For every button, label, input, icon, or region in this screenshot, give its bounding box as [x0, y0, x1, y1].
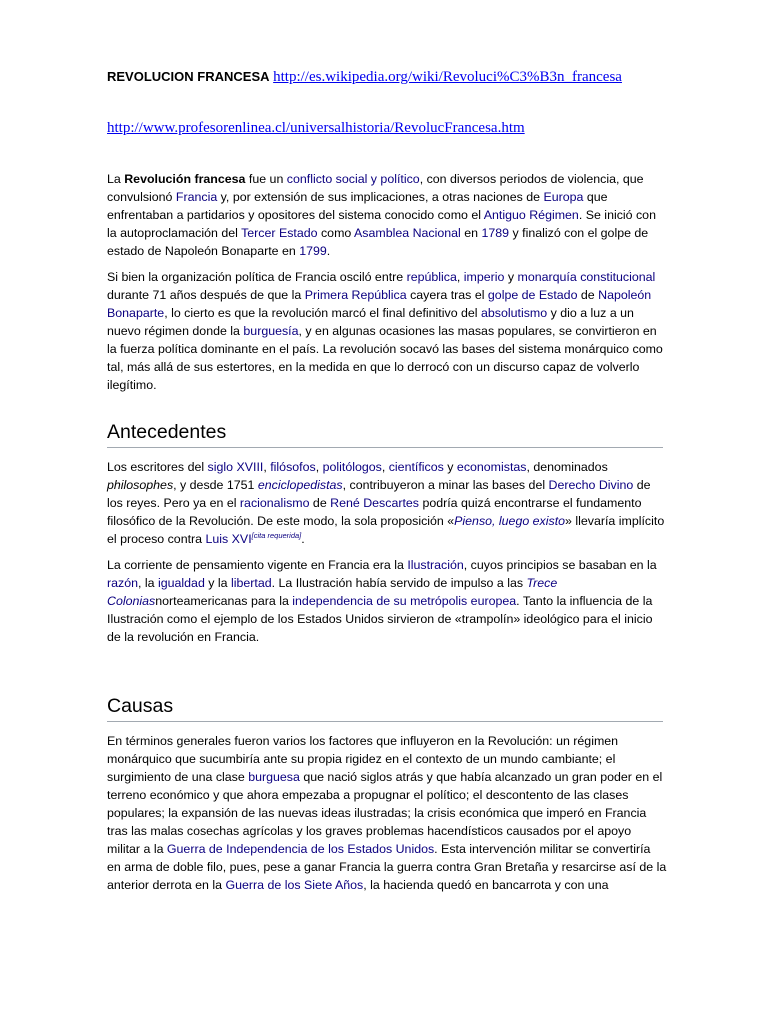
text-run: de los reyes. Pero ya en el	[107, 478, 651, 510]
inline-link[interactable]: razón	[107, 576, 138, 590]
inline-link[interactable]: igualdad	[157, 576, 205, 590]
text-run: » llevaría implícito el proceso contra	[107, 514, 665, 546]
text-run: durante 71 años después de que la	[107, 288, 305, 302]
inline-link[interactable]: enciclopedistas	[257, 478, 343, 492]
text-run: , con diversos periodos de violencia, que convulsionó	[107, 172, 644, 204]
text-run: en	[460, 226, 482, 240]
text-run: y dio a luz a un nuevo régimen donde la	[107, 306, 634, 338]
inline-link[interactable]: 1799	[299, 244, 327, 258]
inline-link[interactable]: 1789	[481, 226, 510, 240]
text-run: ,	[263, 460, 271, 474]
antecedentes-paragraph-2	[107, 556, 667, 646]
text-run: , cuyos principios se basaban en la	[463, 558, 657, 572]
inline-link[interactable]: Pienso, luego existo	[454, 514, 566, 528]
inline-link[interactable]: Francia	[175, 190, 218, 204]
inline-link[interactable]: burguesa	[248, 770, 300, 784]
wikipedia-url-link[interactable]: http://es.wikipedia.org/wiki/Revoluci%C3%B3n_francesa	[273, 69, 622, 85]
text-run: La	[107, 172, 125, 186]
inline-link[interactable]: Primera República	[304, 288, 407, 302]
inline-link[interactable]: conflicto social y político	[286, 172, 420, 186]
intro-paragraph-1	[107, 170, 667, 260]
inline-link[interactable]: Guerra de los Siete Años	[225, 878, 364, 892]
text-run: philosophes	[107, 478, 174, 492]
text-run: , y desde 1751	[173, 478, 258, 492]
text-run: fue un	[245, 172, 287, 186]
article-body	[107, 170, 667, 894]
inline-link[interactable]: libertad	[231, 576, 272, 590]
text-run: norteamericanas para la	[155, 594, 293, 608]
text-run: , y en algunas ocasiones las masas populares, se convirtieron en la fuerza política dominante en el país. La revolución socavó las bases del sistema monárquico como tal, más allá de sus estertores, en la medida en que lo derrocó con un discurso capaz de volverlo ilegítimo.	[107, 324, 663, 392]
inline-link[interactable]: [cita requerida]	[251, 530, 302, 540]
inline-link[interactable]: Europa	[543, 190, 584, 204]
inline-link[interactable]: filósofos	[270, 460, 316, 474]
bold-term: Revolución francesa	[124, 172, 246, 186]
text-run: y finalizó con el golpe de estado de Napoleón Bonaparte en	[107, 226, 649, 258]
text-run: y, por extensión de sus implicaciones, a otras naciones de	[217, 190, 544, 204]
document-title: REVOLUCION FRANCESA	[107, 69, 270, 84]
inline-link[interactable]: siglo XVIII	[207, 460, 264, 474]
text-run: ,	[381, 460, 389, 474]
inline-link[interactable]: politólogos	[322, 460, 382, 474]
antecedentes-heading: Antecedentes	[107, 419, 663, 448]
causas-heading: Causas	[107, 693, 663, 722]
text-run: , la	[138, 576, 158, 590]
text-run: . Tanto la influencia de la Ilustración como el ejemplo de los Estados Unidos sirvieron de «trampolín» ideológico para el inicio de la revolución en Francia.	[107, 594, 653, 644]
inline-link[interactable]: Ilustración	[407, 558, 464, 572]
inline-link[interactable]: imperio	[463, 270, 505, 284]
text-run: , la hacienda quedó en bancarrota y con una	[363, 878, 609, 892]
text-run: que nació siglos atrás y que había alcanzado un gran poder en el terreno económico y que ahora empezaba a propugnar el político; el descontento de las clases populares; la expansión de las nuevas ideas ilustradas; la crisis económica que imperó en Francia tras las malas cosechas agrícolas y los graves problemas hacendísticos causados por el apoyo militar a la	[107, 770, 663, 856]
text-run: , lo cierto es que la revolución marcó el final definitivo del	[164, 306, 482, 320]
inline-link[interactable]: Luis XVI	[205, 532, 252, 546]
intro-paragraph-2	[107, 268, 667, 394]
inline-link[interactable]: república	[406, 270, 457, 284]
text-run: y	[443, 460, 457, 474]
text-run: . La Ilustración había servido de impulso a las	[271, 576, 527, 590]
text-run: , contribuyeron a minar las bases del	[342, 478, 549, 492]
inline-link[interactable]: golpe de Estado	[487, 288, 578, 302]
text-run: . Esta intervención militar se convertiría en arma de doble filo, pues, pese a ganar Francia la guerra contra Gran Bretaña y resarcirse así de la anterior derrota en la	[107, 842, 667, 892]
inline-link[interactable]: burguesía	[243, 324, 299, 338]
text-run: ,	[315, 460, 323, 474]
text-run: Si bien la organización política de Francia osciló entre	[107, 270, 407, 284]
text-run: .	[326, 244, 331, 258]
inline-link[interactable]: Derecho Divino	[548, 478, 634, 492]
text-run: podría quizá encontrarse el fundamento filosófico de la Revolución. De este modo, la sola proposición «	[107, 496, 642, 528]
inline-link[interactable]: Asamblea Nacional	[354, 226, 461, 240]
inline-link[interactable]: científicos	[388, 460, 444, 474]
inline-link[interactable]: René Descartes	[330, 496, 419, 510]
text-run: La corriente de pensamiento vigente en Francia era la	[107, 558, 408, 572]
antecedentes-paragraph-1	[107, 458, 667, 548]
title-line	[107, 68, 707, 86]
text-run: y la	[204, 576, 232, 590]
inline-link[interactable]: Trece Colonias	[107, 576, 558, 608]
inline-link[interactable]: monarquía constitucional	[517, 270, 656, 284]
inline-link[interactable]: economistas	[456, 460, 527, 474]
text-run: .	[301, 532, 305, 546]
text-run: de	[577, 288, 599, 302]
inline-link[interactable]: absolutismo	[481, 306, 548, 320]
text-run: que enfrentaban a partidarios y opositores del sistema conocido como el	[107, 190, 608, 222]
profesorenlinea-url-link[interactable]: http://www.profesorenlinea.cl/universalhistoria/RevolucFrancesa.htm	[107, 120, 525, 136]
text-run: cayera tras el	[406, 288, 488, 302]
inline-link[interactable]: independencia de su metrópolis europea	[292, 594, 517, 608]
text-run: ,	[456, 270, 464, 284]
text-run: , denominados	[526, 460, 608, 474]
causas-paragraph-1	[107, 732, 667, 894]
inline-link[interactable]: Napoleón Bonaparte	[107, 288, 652, 320]
text-run: como	[317, 226, 355, 240]
text-run: . Se inició con la autoproclamación del	[107, 208, 656, 240]
text-run: y	[504, 270, 518, 284]
inline-link[interactable]: Antiguo Régimen	[483, 208, 579, 222]
profesor-url-line	[107, 119, 525, 137]
text-run: En términos generales fueron varios los factores que influyeron en la Revolución: un régimen monárquico que sucumbiría ante su propia rigidez en el contexto de un mundo cambiante; el surgimiento de una clase	[107, 734, 619, 784]
inline-link[interactable]: racionalismo	[239, 496, 310, 510]
inline-link[interactable]: Tercer Estado	[241, 226, 318, 240]
inline-link[interactable]: Guerra de Independencia de los Estados Unidos	[166, 842, 435, 856]
text-run: de	[309, 496, 331, 510]
text-run: Los escritores del	[107, 460, 208, 474]
